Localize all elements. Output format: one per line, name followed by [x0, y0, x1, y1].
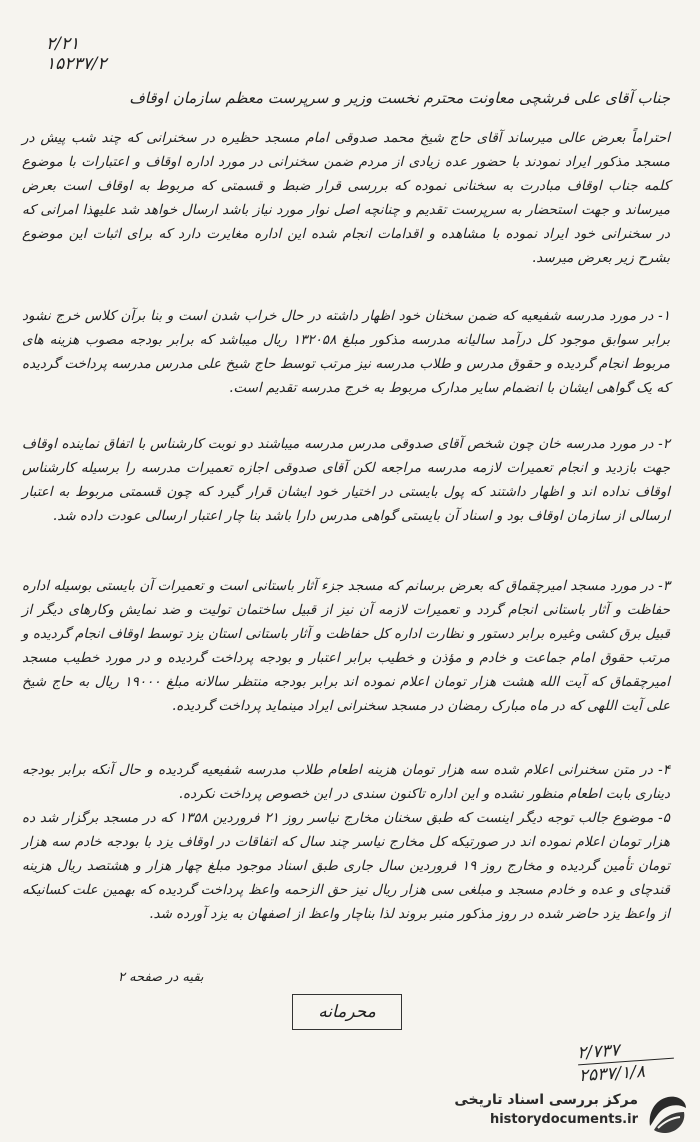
watermark-text: [454, 1092, 638, 1127]
confidential-stamp: محرمانه: [292, 994, 402, 1030]
salutation-line: جناب آقای علی فرشچی معاونت محترم نخست وزیر و سرپرست معظم سازمان اوقاف: [129, 89, 670, 107]
reference-top-line1: ۲/۲۱: [46, 34, 80, 54]
continued-note: بقیه در صفحه ۲: [118, 970, 204, 985]
paragraph-item-4: ۴- در متن سخنرانی اعلام شده سه هزار تومان هزینه اطعام طلاب مدرسه شفیعیه گردیده و حال آنکه برابر بودجه دیناری بابت اطعام منظور نشده و این اداره تاکنون سندی در این خصوص پرداخت نکرده.: [22, 762, 670, 802]
reference-number-bottom: [577, 1037, 676, 1087]
reference-number-top: [46, 34, 107, 74]
archive-logo-icon: [644, 1092, 690, 1136]
watermark-title: مرکز بررسی اسناد تاریخی: [454, 1092, 638, 1108]
reference-top-line2: ۱۵۲۳۷/۲: [46, 54, 107, 74]
paragraph-item-5: ۵- موضوع جالب توجه دیگر اینست که طبق سخنان مخارج نیاسر روز ۲۱ فروردین ۱۳۵۸ که در مسجد برگزار شد ده هزار تومان اعلام نموده اند در صورتیکه کل مخارج نیاسر چند سال که اتفاقات در اوقاف یزد با بودجه خادم سه هزار تومان تأمین گردیده و مخارج روز ۱۹ فروردین سال جاری طبق اسناد موجود مبلغ چهار هزار و هشتصد ریال هزینه قندچای و عده و خادم مسجد و مبلغی سی هزار ریال نیز حق الزحمه واعظ پرداخت گردیده که بهمین علت کسانیکه از واعظ یزد حاضر شده در روز مذکور منبر بروند لذا بناچار واعظ از اصفهان به یزد آورده شد.: [22, 810, 670, 922]
paragraph-intro: احتراماً بعرض عالی میرساند آقای حاج شیخ محمد صدوقی امام مسجد حظیره در سخنرانی که چند شب پیش در مسجد مذکور ایراد نمودند با حضور عده زیادی از مردم ضمن سخنرانی در مورد اداره اوقاف و اعتبارات با موضوع کلمه جناب اوقاف مبادرت به سخنانی نموده که بررسی قرار ضبط و قسمتی که مربوط به اوقاف است بعرض میرساند و جهت استحضار به سرپرست تقدیم و چنانچه اصل نوار مورد نیاز باشد ارسال خواهد شد علیهذا امرانی که در سخنرانی خود ایراد نموده با مشاهده و اقدامات انجام شده این اداره مغایرت دارد که برای اثبات این موضوع بشرح زیر بعرض میرسد.: [22, 130, 670, 266]
reference-bottom-line2: ۲۵۳۷/۱/۸: [578, 1061, 646, 1087]
reference-bottom-line1: ۲/۷۳۷: [576, 1040, 621, 1064]
watermark-url: historydocuments.ir: [489, 1112, 638, 1127]
watermark: [410, 1090, 694, 1138]
paragraph-item-2: ۲- در مورد مدرسه خان چون شخص آقای صدوقی مدرس مدرسه میباشند دو نوبت کارشناس با اتفاق نماینده اوقاف جهت بازدید و انجام تعمیرات لازمه مدرسه مراجعه لکن آقای صدوقی اجازه تعمیرات مدرسه را برسیله کارشناس اوقاف نداده اند و اظهار داشتند که پول بایستی در اختیار خود ایشان قرار گیرد که چون قسمتی مربوط به اعتبار ارسالی از سازمان اوقاف بود و اسناد آن بایستی گواهی مدرس دارا باشد بنا چار اعتبار ارسالی عودت داده شد.: [22, 436, 670, 524]
paragraph-item-1: ۱- در مورد مدرسه شفیعیه که ضمن سخنان خود اظهار داشته در حال خراب شدن است و بنا برآن کلاس خرج نشود برابر سوابق موجود کل درآمد سالیانه مدرسه مذکور مبلغ ۱۳۲۰۵۸ ریال میباشد که برابر بودجه مصوب هزینه های مربوط انجام گردیده و حقوق مدرس و طلاب مدرسه نیز مرتب توسط حاج شیخ علی مدرس مدرسه پرداخت گردیده که یک گواهی ایشان با انضمام سایر مدارک مربوط به خرج مدرسه تقدیم است.: [22, 308, 670, 396]
paragraph-item-3: ۳- در مورد مسجد امیرچقماق که بعرض برسانم که مسجد جزء آثار باستانی است و تعمیرات آن بایستی بوسیله اداره حفاظت و آثار باستانی انجام گردد و تعمیرات لازمه آن نیز از قبیل ساختمان تولیت و ضد نمایش وکارهای دیگر از قبیل برق کشی وغیره برابر دستور و نظارت اداره کل حفاظت و آثار باستانی استان یزد توسط اوقاف انجام گردیده و مرتب حقوق امام جماعت و خادم و مؤذن و خطیب برابر اعتبار و بودجه پرداخت گردیده و در مورد خطیب مسجد امیرچقماق که آیت الله هشت هزار تومان اعلام نموده اند برابر بودجه منتظر سالانه مبلغ ۱۹۰۰۰ ریال به حاج شیخ علی آیت اللهی که در ماه مبارک رمضان در مسجد سخنرانی ایراد مینماید پرداخت گردیده.: [22, 578, 670, 714]
